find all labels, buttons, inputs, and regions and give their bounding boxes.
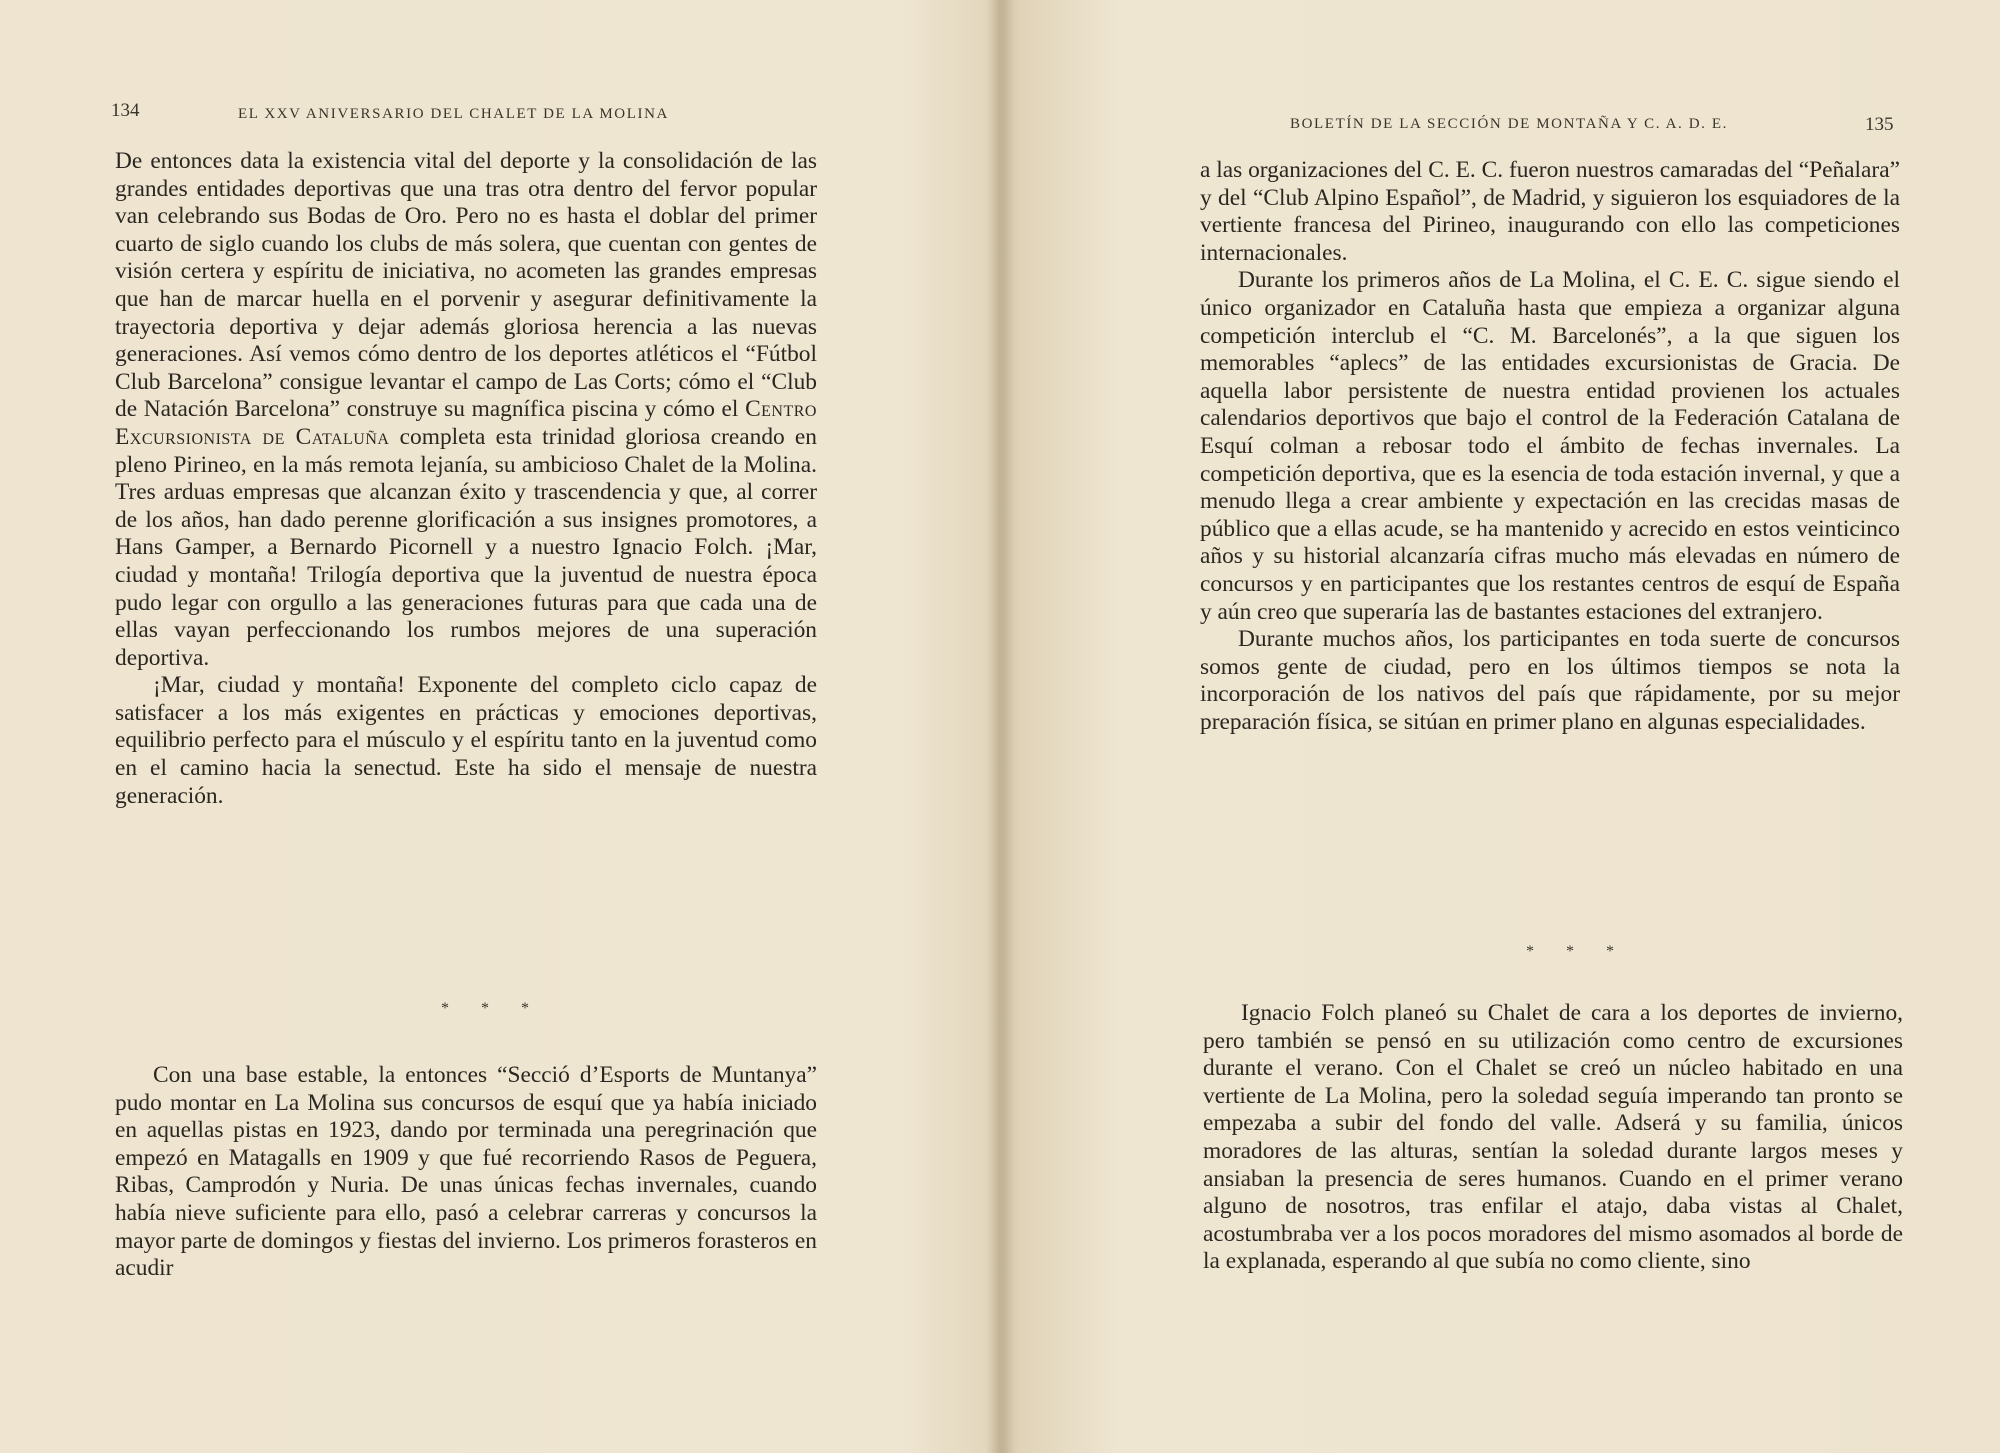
paragraph: [115, 148, 817, 672]
small-caps-name: Centro Excursionista de Cataluña: [115, 396, 817, 450]
paragraph-text: completa esta trinidad gloriosa creando en pleno Pirineo, en la más remota lejanía, su ambicioso Chalet de la Molina. Tres arduas empresas que alcanzan éxito y trascendencia y que, al correr de los años, han dado perenne glorificación a sus insignes promotores, a Hans Gamper, a Bernardo Picornell y a nuestro Ignacio Folch. ¡Mar, ciudad y montaña! Trilogía deportiva que la juventud de nuestra época pudo legar con orgullo a las generaciones futuras para que cada una de ellas vayan perfeccionando los rumbos mejores de una superación deportiva.: [115, 423, 818, 671]
paragraph: a las organizaciones del C. E. C. fueron nuestros camaradas del “Peñalara” y del “Club Alpino Español”, de Madrid, y siguieron los esquiadores de la vertiente francesa del Pirineo, inaugurando con ello las competiciones internacionales.: [1200, 157, 1900, 266]
running-head-left: EL XXV ANIVERSARIO DEL CHALET DE LA MOLINA: [238, 106, 669, 122]
section-separator: * * *: [441, 1000, 543, 1017]
right-text-top: [1200, 157, 1900, 736]
section-separator: * * *: [1526, 943, 1628, 960]
right-text-bottom: [1203, 1000, 1903, 1276]
right-page: [1000, 0, 2000, 1453]
paragraph: Durante muchos años, los participantes en toda suerte de concursos somos gente de ciudad, pero en los últimos tiempos se nota la incorporación de los nativos del país que rápidamente, por su mejor preparación física, se sitúan en primer plano en algunas especialidades.: [1200, 626, 1900, 735]
page-number-right: 135: [1865, 114, 1894, 135]
left-text-top: [115, 148, 817, 810]
paragraph: Con una base estable, la entonces “Secció d’Esports de Muntanya” pudo montar en La Molina sus concursos de esquí que ya había iniciado en aquellas pistas en 1923, dando por terminada una peregrinación que empezó en Matagalls en 1909 y que fué recorriendo Rasos de Peguera, Ribas, Camprodón y Nuria. De unas únicas fechas invernales, cuando había nieve suficiente para ello, pasó a celebrar carreras y concursos la mayor parte de domingos y fiestas del invierno. Los primeros forasteros en acudir: [115, 1062, 817, 1282]
page-number-left: 134: [111, 100, 140, 121]
paragraph: Durante los primeros años de La Molina, el C. E. C. sigue siendo el único organizador en Cataluña hasta que empieza a organizar alguna competición interclub el “C. M. Barcelonés”, a la que siguen los memorables “aplecs” de las entidades excursionistas de Gracia. De aquella labor persistente de nuestra entidad provienen los actuales calendarios deportivos que bajo el control de la Federación Catalana de Esquí colman a rebosar todo el ámbito de fechas invernales. La competición deportiva, que es la esencia de toda estación invernal, y que a menudo llega a crear ambiente y expectación en las crecidas masas de público que a ellas acude, se ha mantenido y acrecido en estos veinticinco años y su historial alcanzaría cifras mucho más elevadas en número de concursos y en participantes que los restantes centros de esquí de España y aún creo que superaría las de bastantes estaciones del extranjero.: [1200, 267, 1900, 625]
running-head-right: BOLETÍN DE LA SECCIÓN DE MONTAÑA Y C. A. D. E.: [1290, 116, 1728, 132]
paragraph: ¡Mar, ciudad y montaña! Exponente del completo ciclo capaz de satisfacer a los más exigentes en prácticas y emociones deportivas, equilibrio perfecto para el músculo y el espíritu tanto en la juventud como en el camino hacia la senectud. Este ha sido el mensaje de nuestra generación.: [115, 672, 817, 809]
left-text-bottom: [115, 1062, 817, 1283]
paragraph: Ignacio Folch planeó su Chalet de cara a los deportes de invierno, pero también se pensó en su utilización como centro de excursiones durante el verano. Con el Chalet se creó un núcleo habitado en una vertiente de La Molina, pero la soledad seguía imperando tan pronto se empezaba a subir del fondo del valle. Adserá y su familia, únicos moradores de las alturas, sentían la soledad durante largos meses y ansiaban la presencia de seres humanos. Cuando en el primer verano alguno de nosotros, tras enfilar el atajo, daba vistas al Chalet, acostumbraba ver a los pocos moradores del mismo asomados al borde de la explanada, esperando al que subía no como cliente, sino: [1203, 1000, 1903, 1275]
paragraph-text: De entonces data la existencia vital del deporte y la consolidación de las grandes entidades deportivas que una tras otra dentro del fervor popular van celebrando sus Bodas de Oro. Pero no es hasta el doblar del primer cuarto de siglo cuando los clubs de más solera, que cuentan con gentes de visión certera y espíritu de iniciativa, no acometen las grandes empresas que han de marcar huella en el porvenir y asegurar definitivamente la trayectoria deportiva y dejar además gloriosa herencia a las nuevas generaciones. Así vemos cómo dentro de los deportes atléticos el “Fútbol Club Barcelona” consigue levantar el campo de Las Corts; cómo el “Club de Natación Barcelona” construye su magnífica piscina y cómo el: [115, 148, 817, 423]
